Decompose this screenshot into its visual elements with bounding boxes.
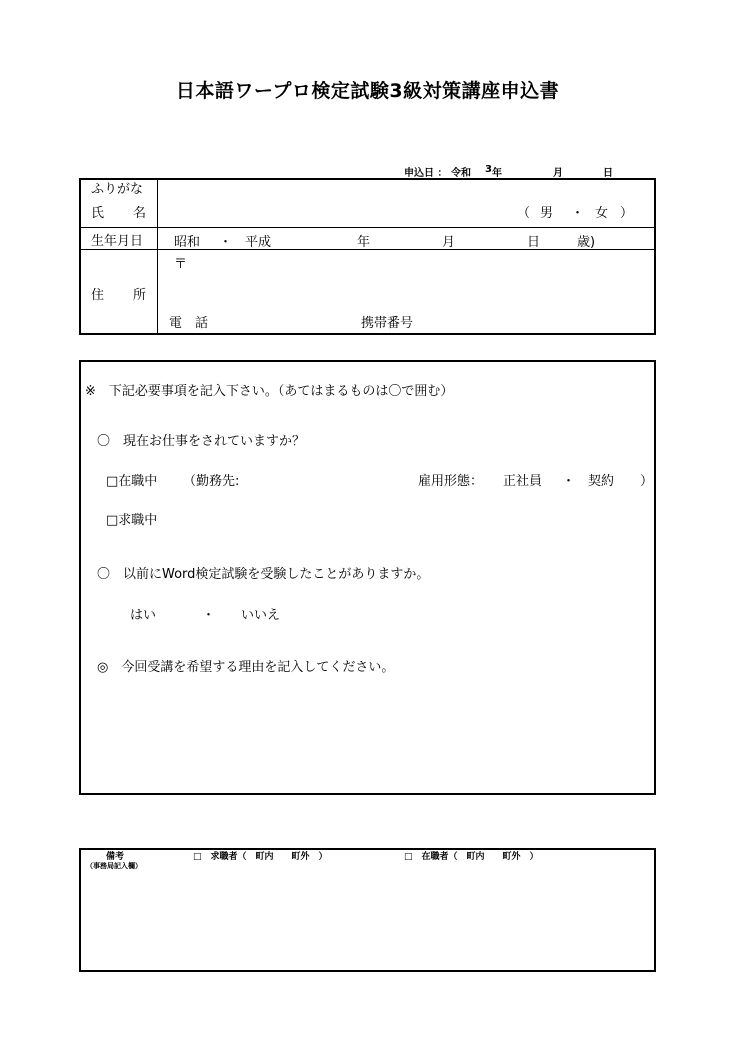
page-title: 日本語ワープロ検定試験3級対策講座申込書: [175, 80, 560, 102]
employer-label: （勤務先:: [183, 474, 240, 489]
name-label-2: 名: [133, 206, 147, 221]
option-yes: はい: [130, 608, 157, 623]
option-employed: □在職中: [106, 474, 158, 489]
era-dot: ・: [219, 235, 233, 250]
birth-date-label: 生年月日: [91, 234, 144, 249]
option-contract: 契約: [588, 474, 615, 489]
employment-type-label: 雇用形態：: [418, 474, 484, 489]
application-date-era-year: 3: [485, 164, 492, 175]
era-showa: 昭和: [174, 235, 201, 250]
application-date-day-suffix: 日: [603, 168, 613, 179]
gender-male: 男: [540, 206, 554, 221]
question-reason: ◎ 今回受講を希望する理由を記入してください。: [97, 660, 395, 675]
birth-day: 日: [527, 235, 541, 250]
application-date-year-suffix: 年: [492, 168, 502, 179]
office-job-seeker: □ 求職者（ 町内 町外 ）: [193, 852, 328, 862]
office-use-label: （事務局記入欄）: [86, 862, 142, 870]
employment-type-dot: ・: [562, 474, 576, 489]
phone-label: 電 話: [169, 316, 209, 331]
furigana-label: ふりがな: [91, 182, 144, 197]
remarks-label: 備考: [106, 852, 125, 862]
era-heisei: 平成: [245, 235, 272, 250]
question-past-exam: 〇 以前にWord検定試験を受験したことがありますか。: [97, 567, 430, 582]
gender-close: ）: [620, 206, 634, 221]
employment-type-close: ）: [640, 474, 654, 489]
application-date-month-suffix: 月: [553, 168, 563, 179]
name-label-1: 氏: [91, 206, 105, 221]
gender-dot: ・: [571, 206, 585, 221]
birth-year: 年: [357, 235, 371, 250]
postal-mark: 〒: [174, 257, 188, 272]
office-use-box: [79, 848, 656, 972]
option-job-seeking: □求職中: [106, 513, 158, 528]
address-label-2: 所: [133, 288, 147, 303]
option-full-time: 正社員: [503, 474, 543, 489]
question-employment: 〇 現在お仕事をされていますか？: [97, 434, 306, 449]
table-row-divider: [80, 227, 655, 228]
gender-female: 女: [595, 206, 609, 221]
table-column-divider: [157, 179, 158, 334]
survey-instruction: ※ 下記必要事項を記入下さい。（あてはまるものは〇で囲む）: [85, 384, 454, 399]
option-no: いいえ: [241, 608, 281, 623]
office-employed: □ 在職者（ 町内 町外 ）: [404, 852, 539, 862]
gender-open: （: [517, 206, 531, 221]
birth-month: 月: [442, 235, 456, 250]
yes-no-dot: ・: [202, 608, 216, 623]
mobile-label: 携帯番号: [361, 316, 414, 331]
application-date-label: 申込日 ： 令和: [404, 168, 471, 179]
age-label: 歳): [577, 235, 596, 250]
address-label-1: 住: [91, 288, 105, 303]
